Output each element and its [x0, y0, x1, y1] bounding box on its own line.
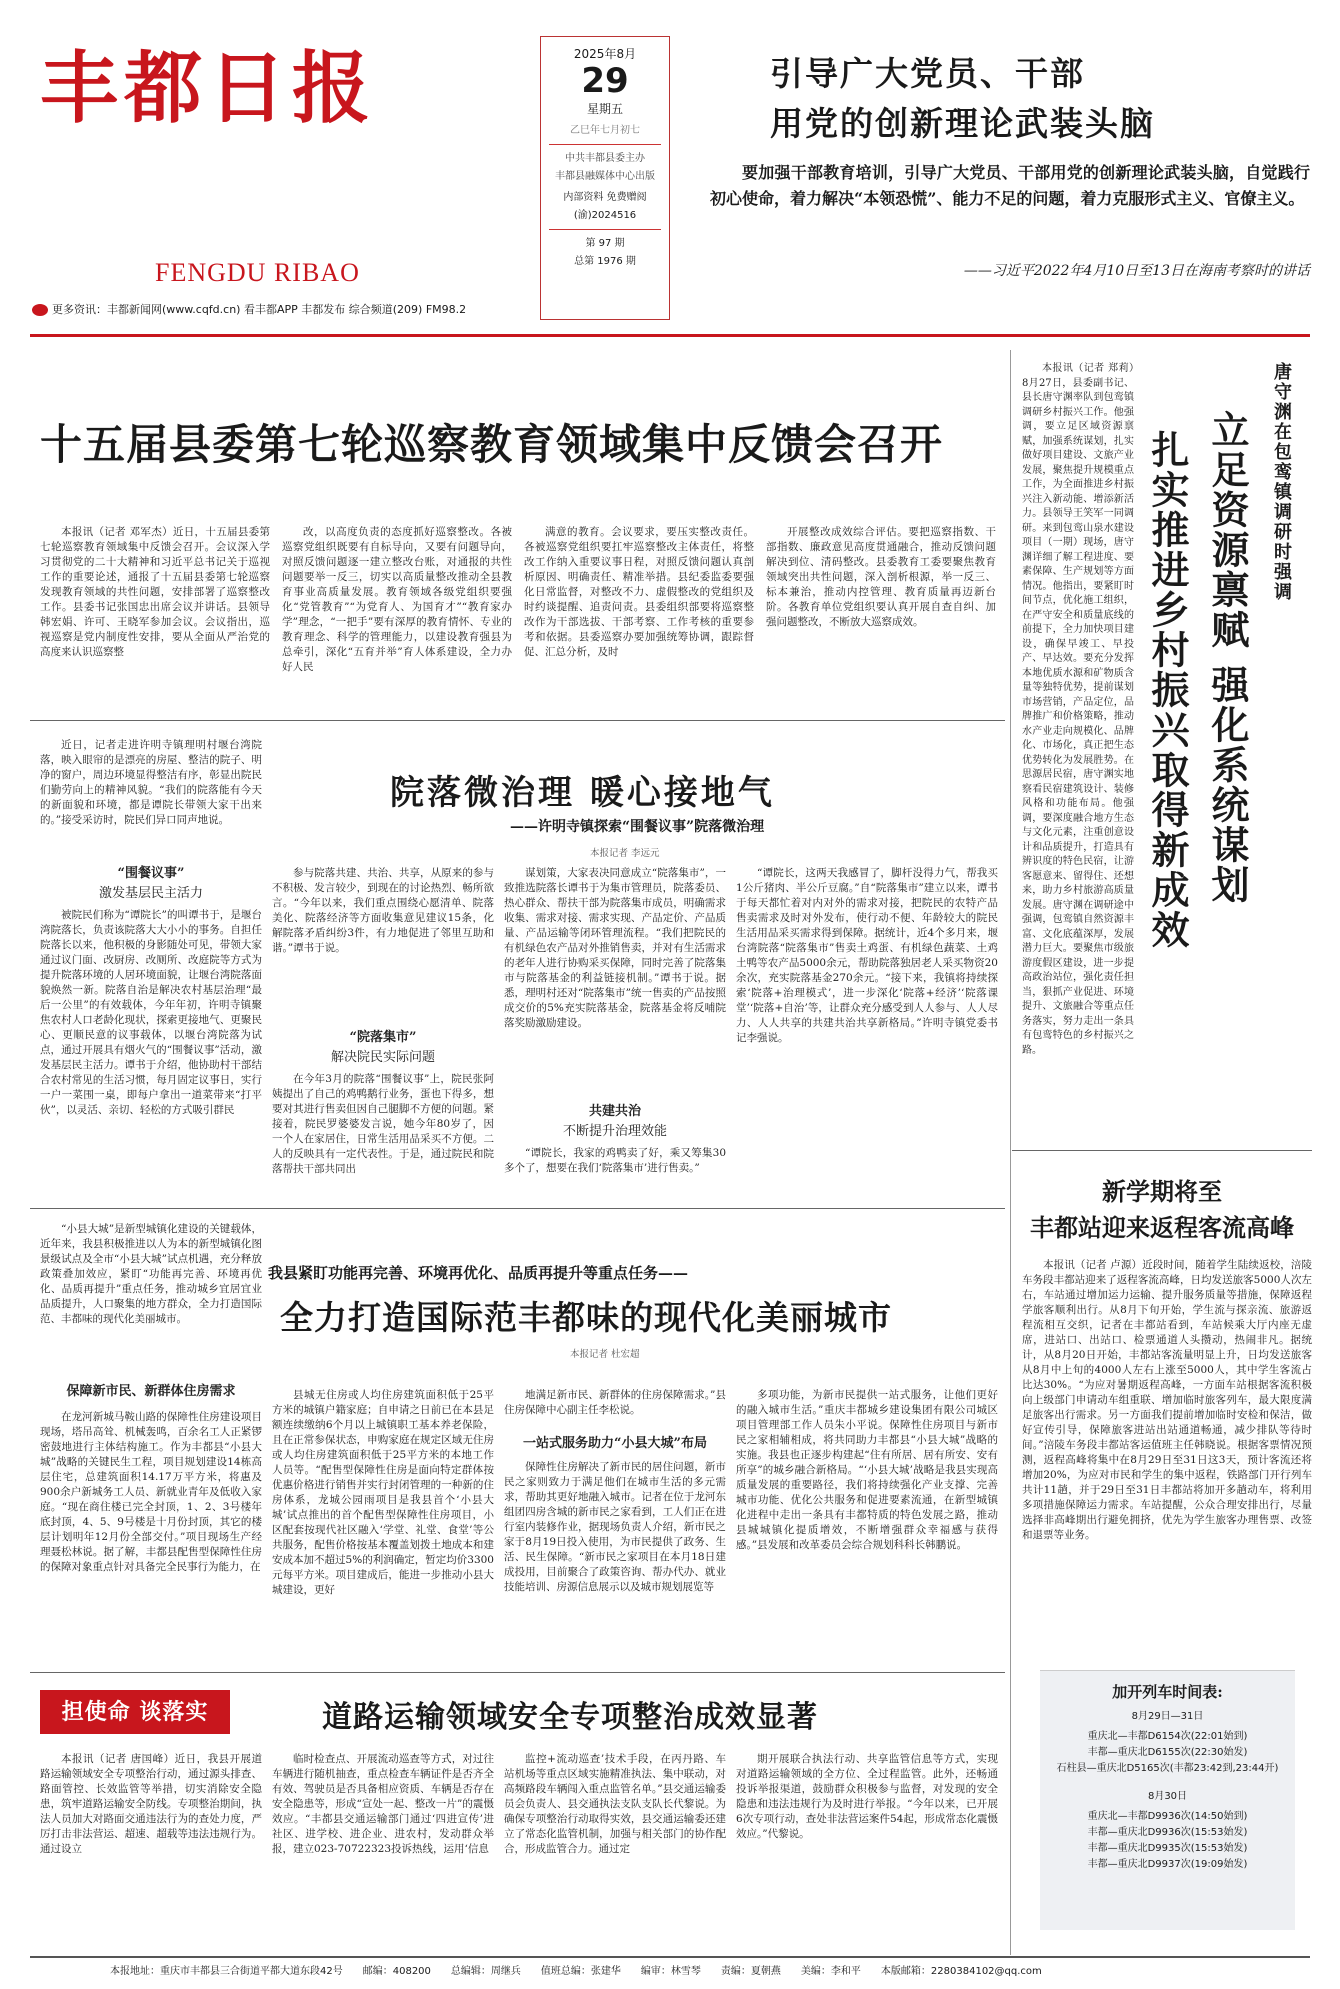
student-text-body: 本报讯（记者 卢源）近段时间，随着学生陆续返校，涪陵车务段丰都站迎来了返程客流高峰，日均发送旅客5000人次左右，车站通过增加运力运输、提升服务质量等措施，保障返程学旅客顺利出行。从8月下旬开始，学生流与探亲流、旅游返程流相互交织，记者在丰都站看到，车站候乘大厅内座无虚席，进站口、出站口、检票通道人头攒动，热闹非凡。据统计，从8月20日开始，丰都站客流量明显上升，日均发送旅客从8月中上旬的4000人左右上涨至5000人，其中学生客流占比达30%。“为应对暑期返程高峰，一方面车站根据客流积极向上级部门申请动车组重联、增加临时旅客列车，最大限度满足旅客出行需求。另一方面我们提前增加临时安检和保洁，做好宣传引导，保障旅客进站出站通道畅通，减少排队等待时间。”涪陵车务段丰都站客运值班主任韩晓说。根据客票情况预测，返程高峰将集中在8月29日至31日这3天，预计客流还将增加20%，为应对市民和学生的集中返程，铁路部门开行列车共计11趟，并于29日至31日丰都站将加开多趟动车，将利用多项措施保障运力需求。车站提醒，公众合理安排出行，尽量选择非高峰期出行避免拥挤，优先为学生旅客办理售票、改签和退票等业务。 — [1022, 1259, 1312, 1541]
city-sub-1: 保障新市民、新群体住房需求 — [66, 1384, 236, 1399]
tang-text: 本报讯（记者 郑莉）8月27日，县委副书记、县长唐守渊率队到包鸾镇调研乡村振兴工作。他强调，要立足区域资源禀赋，加强系统谋划，扎实做好项目建设、文旅产业发展，聚焦提升规模重点工作，为全面推进乡村振兴注入新动能、增添新活力。县领导王笑军一同调研。来到包鸾山泉水建设项目（一期）现场，唐守渊详细了解工程进度、要素保障、生产规划等方面情况。他指出，要紧盯时间节点，优化施工组织，在严守安全和质量底线的前提下，全力加快项目建设，确保早竣工、早投产、早达效。要充分发挥本地优质水源和矿物质含量等独特优势，提前谋划市场营销，产品定位，品牌推广和价格策略，推动水产业走向规模化、品牌化、市场化，真正把生态优势转化为发展胜势。在思源居民宿，唐守渊实地察看民宿建筑设计、装修风格和功能布局。他强调，要深度融合地方生态与文化元素，注重创意设计和品质提升，打造具有辨识度的特色民宿，让游客愿意来、留得住、还想来，助力乡村旅游高质量发展。唐守渊在调研途中强调，包鸾镇自然资源丰富、文化底蕴深厚，发展潜力巨大。要聚焦市级旅游度假区建设，进一步提高政治站位，强化责任担当，狠抓产业促进、环境提升、文旅融合等重点任务落实，努力走出一条具有包鸾特色的乡村振兴之路。 — [1022, 363, 1134, 1056]
divider-side — [1012, 1150, 1312, 1151]
right-column-divider — [1010, 350, 1011, 1955]
footer — [110, 1962, 1310, 1977]
schedule-range-1: 8月29日—31日 — [1131, 1711, 1204, 1722]
courtyard-col-1a — [40, 738, 262, 853]
train-b-0: 重庆北—丰都D9936次(14:50始到) — [1087, 1811, 1248, 1822]
info-bar — [32, 300, 522, 320]
bottom-col-3 — [504, 1752, 726, 1944]
lead-col-2 — [282, 525, 512, 705]
quote-body: 要加强干部教育培训，引导广大党员、干部用党的创新理论武装头脑，自觉践行初心使命，着力解决“本领恐慌”、能力不足的问题，着力克服形式主义、官僚主义。 — [710, 163, 1310, 208]
courtyard-col-3a — [504, 866, 726, 1091]
student-headline-2: 丰都站迎来返程客流高峰 — [1030, 1213, 1294, 1242]
date-weekday: 星期五 — [586, 102, 623, 116]
issue-number: 第 97 期 — [585, 238, 625, 249]
city-col-3b — [504, 1460, 726, 1658]
lead-col-4-text: 开展整改成效综合评估。要把巡察指数、干部指数、廉政意见高度贯通融合，推动反馈问题解决到位、清码整改。县委教育工委要聚焦教育领域突出共性问题，深入剖析根源，举一反三、标本兼治，推动内控管理、教育质量再迈新台阶。各教育单位党组织要认真开展自查自纠、加强问题整改，不断放大巡察成效。 — [766, 526, 996, 628]
courtyard-col-1b — [40, 908, 262, 1193]
courtyard-c2b-text: 在今年3月的院落“围餐议事”上，院民张阿姨提出了自己的鸡鸭鹅行业务，蛋也下得多，想要对其进行售卖但因自己腿脚不方便的问题。紧接着，院民罗婆婆发言说，她今年80岁了，因一个人在家居住，日常生活用品采买不方便。二人的反映具有一定代表性。于是，通过院民和院落帮扶干部共同出 — [272, 1073, 494, 1175]
globe-icon — [32, 304, 48, 316]
courtyard-c1a-text: 近日，记者走进许明寺镇理明村堰台湾院落，映入眼帘的是漂亮的房屋、整洁的院子、明净的窗户，周边环境显得整洁有序，彰显出院民们勤劳向上的精神风貌。“我们的院落能有今天的新面貌和环境，都是谭院长带领大家干出来的。”接受采访时，院民们异口同声地说。 — [40, 739, 262, 826]
masthead-title: 丰都日报 — [40, 43, 377, 134]
city-kicker: 我县紧盯功能再完善、环境再优化、品质再提升等重点任务—— — [268, 1264, 689, 1282]
courtyard-sub-1b: 激发基层民主活力 — [98, 886, 203, 901]
city-sub-3: 一站式服务助力“小县大城”布局 — [523, 1436, 707, 1451]
divider-lead — [30, 720, 1005, 721]
masthead-pinyin: FENGDU RIBAO — [155, 258, 360, 287]
lead-col-1 — [40, 525, 270, 705]
city-col-1b — [40, 1410, 262, 1660]
footer-design: 美编：李和平 — [800, 1966, 861, 1977]
courtyard-sub-3b: 不断提升治理效能 — [562, 1124, 667, 1139]
courtyard-col-2b — [272, 1072, 494, 1192]
courtyard-sub-1: “围餐议事” — [117, 866, 185, 881]
info-bar-text: 更多资讯：丰都新闻网(www.cqfd.cn) 看丰都APP 丰都发布 综合频道(209) FM98.2 — [52, 303, 467, 316]
quote-title-1: 引导广大党员、干部 — [770, 54, 1085, 93]
bottom-c2-text: 临时检查点、开展流动巡查等方式，对过往车辆进行随机抽查，重点检查车辆证件是否齐全有效、驾驶员是否具备相应资质、车辆是否存在安全隐患等，形成“宣处一起、整改一片”的震慑效应。“丰都县交通运输部门通过‘四进宣传’进社区、进学校、进企业、进农村，发动群众举报，建立023-70722323投诉热线，运用‘信息 — [272, 1753, 494, 1855]
city-c2a-text: 县城无住房或人均住房建筑面积低于25平方米的城镇户籍家庭；自申请之日前已在本县足额连续缴纳6个月以上城镇职工基本养老保险，且在正常参保状态，申购家庭在规定区域无住房或人均住房建筑面积低于25平方米的本地工作人员等。“配售型保障性住房是面向特定群体按优惠价格进行销售并实行封闭管理的一种新的住房体系，龙城公园雨项目是我县首个‘小县大城’试点推出的首个配售型保障性住房项目，小区配套按现代社区融入‘学堂、礼堂、食堂’等公共服务，配售价格按基本覆盖划拨土地成本和建安成本加不超过5%的利润确定，暂定均价3300元每平方米。项目建成后，能进一步推动小县大城建设，更好 — [272, 1389, 494, 1596]
footer-duty: 值班总编：张建华 — [540, 1966, 621, 1977]
train-a-1: 丰都—重庆北D6155次(22:30始发) — [1087, 1747, 1248, 1758]
train-b-1: 丰都—重庆北D9936次(15:53始发) — [1087, 1827, 1248, 1838]
courtyard-subhead: ——许明寺镇探索“围餐议事”院落微治理 — [510, 819, 765, 835]
student-text — [1022, 1258, 1312, 1666]
courtyard-sub-3: 共建共治 — [588, 1104, 641, 1119]
footer-editor: 编审：林雪琴 — [640, 1966, 701, 1977]
bottom-col-1 — [40, 1752, 262, 1944]
city-col-3a — [504, 1388, 726, 1420]
city-c3b-text: 保障性住房解决了新市民的居住问题，新市民之家则致力于满足他们在城市生活的多元需求，帮助其更好地融入城市。记者在位于龙河东组团四房含城的新市民之家看到，工人们正在进行室内装修作业，据现场负责人介绍，新市民之家于8月19日投入使用，为市民提供了政务、生活、民生保障。“新市民之家项目在本月18日建成投用，目前聚合了政策咨询、帮办代办、就业技能培训、房源信息展示以及城市规划展览等 — [504, 1461, 726, 1593]
train-b-3: 丰都—重庆北D9937次(19:09始发) — [1087, 1859, 1248, 1870]
courtyard-c1b-text: 被院民们称为“谭院长”的叫谭书于，是堰台湾院落长，负责该院落大大小小的事务。自担任院落长以来，他积极的身影随处可见，带领大家通过议门面、改厨房、改厕所、改庭院等方式为提升院落环境的人居环境面貌，让堰台湾院落面貌焕然一新。院落自治是解决农村基层治理“最后一公里”的有效载体，今年年初，许明寺镇聚焦农村人口老龄化现状，探索更接地气、更聚民心、更顺民意的议事载体，以堰台湾院落为试点，通过开展具有烟火气的“围餐议事”活动，激发基层民主活力。谭书于介绍，他协助村干部结合农村常见的生活习惯，每月固定议事日，实行一户一菜围一桌，即每户拿出一道菜带来“打平伙”，以灵活、亲切、轻松的方式吸引群民 — [40, 909, 262, 1116]
sponsor-2: 丰都县融媒体中心出版 — [555, 171, 655, 182]
city-col-2a — [272, 1388, 494, 1658]
tang-headline-1: 立足资源禀赋 强化系统谋划 — [1205, 410, 1250, 906]
bottom-c3-text: 监控+流动巡查’技术手段，在丙丹路、车站机场等重点区域实施精准执法、集中联动，对高频路段车辆闯入重点监管名单。”县交通运输委员会负责人、县交通执法支队支队长代黎说。为确保专项整治行动取得实效，县交通运输委还建立了常态化监管机制，加强与相关部门的协作配合，形成监管合力。通过定 — [504, 1753, 726, 1855]
train-schedule — [1040, 1670, 1295, 1930]
courtyard-byline: 本报记者 李远元 — [590, 848, 660, 859]
tang-vertical-kicker: 唐守渊在包鸾镇调研时强调 — [1271, 362, 1292, 602]
courtyard-c2a-text: 参与院落共建、共治、共享，从原来的参与不积极、发言较少，到现在的讨论热烈、畅所欲言。“今年以来，我们重点围绕心愿清单、院落美化、院落经济等方面收集意见建议15条，化解院落矛盾纠纷3件，有力地促进了邻里互助和谐。”谭书于说。 — [272, 867, 494, 954]
header-divider — [30, 334, 1310, 337]
quote-source: ——习近平2022年4月10日至13日在海南考察时的讲话 — [963, 263, 1310, 279]
city-c1b-text: 在龙河新城马鞍山路的保障性住房建设项目现场，塔吊高耸、机械轰鸣，百余名工人正紧锣密鼓地进行主体结构施工。作为丰都县“小县大城”战略的关键民生工程，项目规划建设14栋高层住宅，总建筑面积14.17万平方米，将惠及900余户新城务工人员、新就业青年及低收入家庭。“现在商住楼已完全封顶，1、2、3号楼年底封顶，4、5、9号楼是十月份封顶，其它的楼层计划明年12月份全部交付。”项目现场生产经理聂松林说。据了解，丰都县配售型保障性住房的保障对象重点针对具备完全民事行为能力，在 — [40, 1411, 262, 1573]
lead-col-4 — [766, 525, 996, 705]
city-c1a-text: “小县大城”是新型城镇化建设的关键载体，近年来，我县积极推进以人为本的新型城镇化图景级试点及全市“小县大城”试点机遇，充分释放政策叠加效应，紧盯“功能再完善、环境再优化、品质再提升”重点任务，推动城乡宜居宜业品质提升，人口聚集的地方群众，全力打造国际范、丰都味的现代化美丽城市。 — [40, 1223, 262, 1325]
divider-city — [30, 1672, 1005, 1673]
courtyard-sub-2: “院落集市” — [349, 1030, 417, 1045]
bottom-headline: 道路运输领域安全专项整治成效显著 — [322, 1700, 818, 1735]
date-box — [540, 36, 670, 320]
footer-chief: 总编辑：周继兵 — [450, 1966, 521, 1977]
schedule-range-2: 8月30日 — [1147, 1791, 1188, 1802]
date-lunar: 乙巳年七月初七 — [570, 125, 640, 136]
lead-col-3 — [524, 525, 754, 705]
bottom-c4-text: 期开展联合执法行动、共享监管信息等方式，实现对道路运输领域的全方位、全过程监管。此外，还畅通投诉举报渠道，鼓励群众积极参与监督，对发现的安全隐患和违法违规行为及时进行举报。“今年以来，已开展6次专项行动，查处非法营运案件54起，形成常态化震慑效应。”代黎说。 — [736, 1753, 998, 1840]
schedule-title: 加开列车时间表: — [1112, 1683, 1223, 1701]
footer-email: 本版邮箱：2280384102@qq.com — [880, 1966, 1042, 1977]
courtyard-headline: 院落微治理 暖心接地气 — [390, 773, 775, 813]
footer-post: 邮编：408200 — [362, 1966, 431, 1977]
courtyard-c4a-text: “谭院长，这两天我感冒了，脚杆没得力气，帮我买1公斤猪肉、半公斤豆腐。”自“院落集市”建立以来，谭书于每天都忙着对内对外的需求对接，把院民的农特产品售卖需求及时对外发布，使行动不便、年龄较大的院民生活用品采买需求得到保障。据统计，近4个多月来，堰台湾院落“院落集市”售卖土鸡蛋、有机绿色蔬菜、土鸡土鸭等农产品5000余元，帮助院落独居老人采买物资20余次，充实院落基金270余元。“接下来，我镇将持续探索‘院落+治理模式’，进一步深化‘院落+经济’‘院落课堂’‘院落+自治’等，让群众充分感受到人人参与、人人尽力、人人共享的共建共治共享新格局。”许明寺镇党委书记李强说。 — [736, 867, 998, 1044]
permit: (渝)2024516 — [573, 210, 637, 221]
city-byline: 本报记者 杜宏超 — [570, 1349, 640, 1360]
student-headline-1: 新学期将至 — [1102, 1177, 1222, 1206]
total-issue: 总第 1976 期 — [574, 256, 636, 267]
train-a-0: 重庆北—丰都D6154次(22:01始到) — [1087, 1731, 1248, 1742]
internal-note: 内部资料 免费赠阅 — [563, 192, 647, 203]
bottom-col-4 — [736, 1752, 998, 1944]
train-a-2: 石柱县—重庆北D5165次(丰都23:42到,23:44开) — [1056, 1763, 1279, 1774]
lead-headline: 十五届县委第七轮巡察教育领域集中反馈会召开 — [40, 420, 944, 469]
city-col-4a — [736, 1388, 998, 1658]
courtyard-c3a-text: 谋划策，大家表决同意成立“院落集市”，一致推选院落长谭书于为集市管理员，院落委员、热心群众、帮扶干部为院落集市成员，明确需求收集、需求对接、需求实现、产品定价、产品质量、产品运输等闭环管理流程。“我们把院民的有机绿色农产品对外推销售卖，并对有生活需求的老年人进行协购采买保障，同时完善了院落集市与院落基金的利益链接机制。”谭书于说。据悉，理明村还对“院落集市”统一售卖的产品按照成交价的5%充实院落基金，院落基金将反哺院落奖励激励建设。 — [504, 867, 726, 1029]
bottom-tag: 担使命 谈落实 — [40, 1690, 230, 1734]
lead-col-1-text: 本报讯（记者 邓军杰）近日，十五届县委第七轮巡察教育领域集中反馈会召开。会议深入学习贯彻党的二十大精神和习近平总书记关于巡视工作的重要论述，通报了十五届县委第七轮巡察发现教育领域的共性问题，安排部署了巡察整改工作。县委书记张国忠出席会议并讲话。县领导韩宏娟、许可、王晓军参加会议。会议指出，巡视巡察是党内制度性安排，要从全面从严治党的高度来认识巡察整 — [40, 526, 270, 658]
sponsor-1: 中共丰都县委主办 — [565, 153, 645, 164]
city-c4a-text: 多项功能，为新市民提供一站式服务，让他们更好的融入城市生活。”重庆丰都城乡建设集团有限公司城区项目管理部工作人员朱小平说。保障性住房项目与新市民之家相辅相成，将共同助力丰都县“小县大城”战略的实施。我县也正逐步构建起“住有所居、居有所安、安有所享”的城乡融合新格局。“‘小县大城’战略是我县实现高质量发展的重要路径，我们将持续强化产业支撑、完善城市功能、优化公共服务和促进要素流通，在新型城镇化进程中走出一条具有丰都特质的特色发展之路，推动县城城镇化提质增效，不断增强群众幸福感与获得感。”县发展和改革委员会综合规划科科长韩鹏说。 — [736, 1389, 998, 1551]
footer-address: 本报地址：重庆市丰都县三合街道平都大道东段42号 — [110, 1966, 343, 1977]
tang-headline-2: 扎实推进乡村振兴取得新成效 — [1145, 430, 1190, 950]
courtyard-col-4 — [736, 866, 998, 1191]
footer-proof: 责编：夏朝燕 — [720, 1966, 781, 1977]
quote-title-2: 用党的创新理论武装头脑 — [770, 104, 1155, 143]
footer-divider — [30, 1956, 1310, 1958]
courtyard-c3b-text: “谭院长，我家的鸡鸭卖了好，乘又筹集30多个了，想要在我们‘院落集市’进行售卖。” — [504, 1147, 726, 1174]
courtyard-col-2a — [272, 866, 494, 1016]
courtyard-sub-2b: 解决院民实际问题 — [330, 1050, 435, 1065]
courtyard-col-3b — [504, 1146, 726, 1194]
city-headline: 全力打造国际范丰都味的现代化美丽城市 — [280, 1298, 892, 1337]
lead-col-2-text: 改，以高度负责的态度抓好巡察整改。各被巡察党组织既要有自标导向，又要有问题导向，对照反馈问题逐一建立整改台账，对通报的共性问题要举一反三，切实以高质量整改推动全县教育事业高质量发展。教育领域各级党组织要强化“党管教育”“为党育人、为国育才”“教育家办学”理念，“一把手”要有深厚的教育情怀、专业的教育理念、科学的管理能力，以建设教育强县为总牵引，深化“五育并举”育人体系建设，全力办好人民 — [282, 526, 512, 673]
bottom-c1-text: 本报讯（记者 唐国峰）近日，我县开展道路运输领域安全专项整治行动，通过源头排查、路面管控、长效监管等举措，切实消除安全隐患，筑牢道路运输安全防线。专项整治期间，执法人员加大对路面交通违法行为的查处力度，严厉打击非法营运、超速、超载等违法违规行为。通过设立 — [40, 1753, 262, 1855]
date-year-month: 2025年8月 — [573, 47, 637, 61]
divider-courtyard — [30, 1208, 1005, 1209]
lead-col-3-text: 满意的教育。会议要求，要压实整改责任。各被巡察党组织要扛牢巡察整改主体责任，将整改工作纳入重要议事日程，对照反馈问题认真剖析原因、明确责任、精准举措。县纪委监委要强化日常监督，对整改不力、虚假整改的党组织及时约谈提醒、追责问责。县委组织部要将巡察整改作为干部选拔、干部考察、工作考核的重要参考和依据。县委巡察办要加强统筹协调，跟踪督促、汇总分析，及时 — [524, 526, 754, 658]
city-col-1a — [40, 1222, 262, 1352]
tang-text-top — [1022, 362, 1134, 1412]
bottom-col-2 — [272, 1752, 494, 1944]
city-c3a-text: 地满足新市民、新群体的住房保障需求。”县住房保障中心副主任李松说。 — [504, 1389, 726, 1416]
date-day: 29 — [581, 61, 629, 101]
train-b-2: 丰都—重庆北D9935次(15:53始发) — [1087, 1843, 1248, 1854]
